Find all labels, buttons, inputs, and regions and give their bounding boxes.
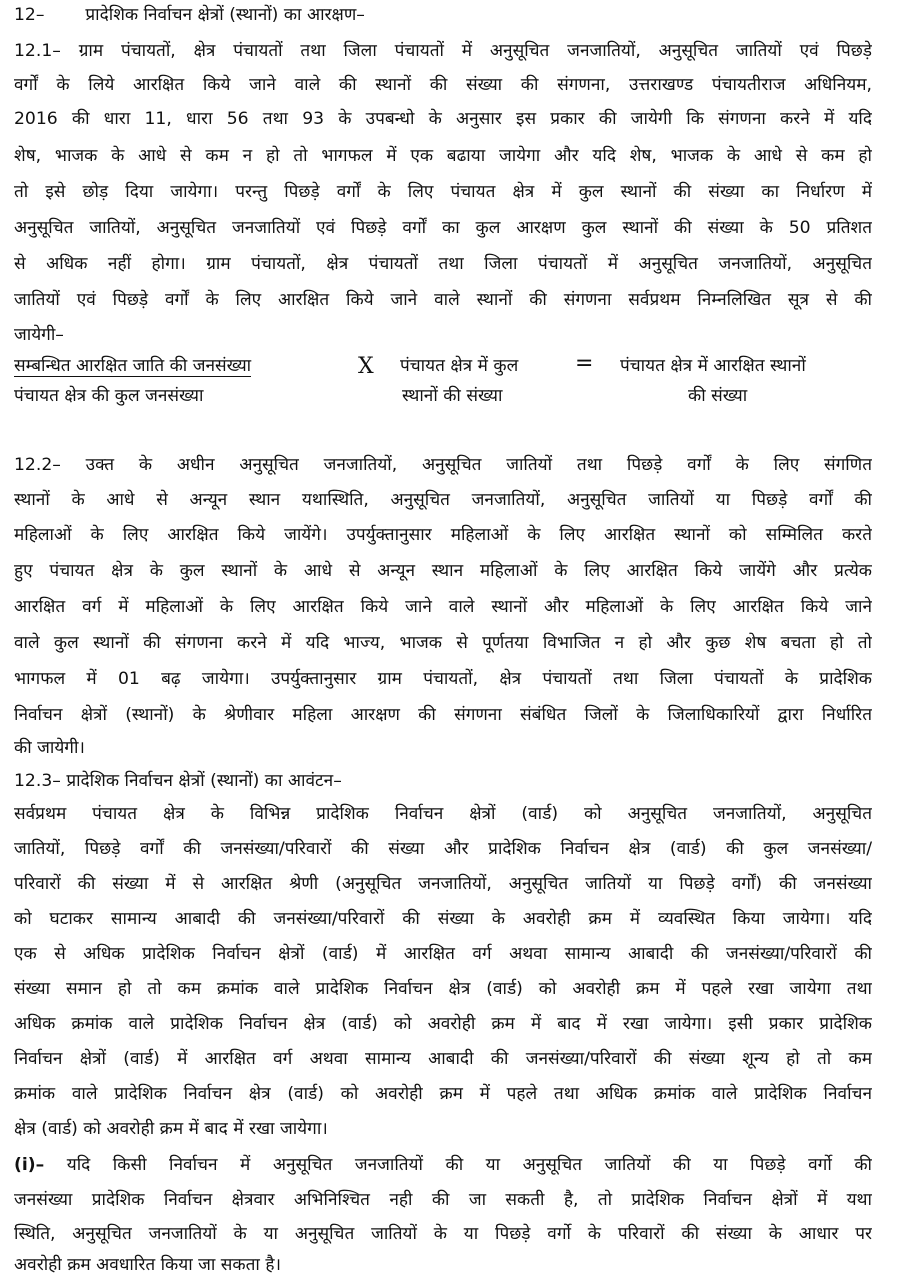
pi-line: यदि किसी निर्वाचन में अनुसूचित जनजातियों की या अनुसूचित जातियों की या पिछड़े वर्गो की xyxy=(44,1155,872,1175)
p12-2-line: आरक्षित वर्ग में महिलाओं के लिए आरक्षित किये जाने वाले स्थानों और महिलाओं के लिए आरक्षित किये जाने xyxy=(14,597,872,617)
p12-1-line: तो इसे छोड़ दिया जायेगा। परन्तु पिछड़े वर्गों के लिए पंचायत क्षेत्र में कुल स्थानों की संख्या का निर्धारण में xyxy=(14,182,872,202)
p12-2-line: 12.2– उक्त के अधीन अनुसूचित जनजातियों, अनुसूचित जातियों तथा पिछड़े वर्गों के लिए संगणित xyxy=(14,455,872,475)
pi-line: स्थिति, अनुसूचित जनजातियों के या अनुसूचित जातियों के या पिछड़े वर्गो के परिवारों की संख्या के आधार पर xyxy=(14,1224,872,1244)
p12-1-line: से अधिक नहीं होगा। ग्राम पंचायतों, क्षेत्र पंचायतों तथा जिला पंचायतों में अनुसूचित जनजातियों, अनुसूचित xyxy=(14,254,872,274)
formula-multiplier-line1: पंचायत क्षेत्र में कुल xyxy=(400,356,519,376)
p12-1-line: शेष, भाजक के आधे से कम न हो तो भागफल में एक बढाया जायेगा और यदि शेष, भाजक के आधे से कम हो xyxy=(14,146,872,166)
p12-1-line: जातियों एवं पिछड़े वर्गों के लिए आरक्षित किये जाने वाले स्थानों की संगणना सर्वप्रथम निम्नलिखित सूत्र से की xyxy=(14,290,872,310)
p12-3-line: परिवारों की संख्या में से आरक्षित श्रेणी (अनुसूचित जनजातियों, अनुसूचित जातियों या पिछड़े वर्गों) की जनसंख्या xyxy=(14,874,872,894)
p12-3-line: अधिक क्रमांक वाले प्रादेशिक निर्वाचन क्षेत्र (वार्ड) को अवरोही क्रम में बाद में रखा जायेगा। इसी प्रकार प्रादेशिक xyxy=(14,1014,872,1034)
formula-equals-sign: = xyxy=(575,351,594,376)
p12-2-line: की जायेगी। xyxy=(14,738,85,758)
p12-1-line: वर्गों के लिये आरक्षित किये जाने वाले की स्थानों की संख्या की संगणना, उत्तराखण्ड पंचायतीराज अधिनियम, xyxy=(14,75,872,95)
p12-3-line: एक से अधिक प्रादेशिक निर्वाचन क्षेत्रों (वार्ड) में आरक्षित वर्ग अथवा सामान्य आबादी की जनसंख्या/परिवारों की xyxy=(14,944,872,964)
section-number: 12– xyxy=(14,5,45,25)
subsection-heading-12-3: 12.3– प्रादेशिक निर्वाचन क्षेत्रों (स्थानों) का आवंटन– xyxy=(14,771,342,791)
p12-2-line: भागफल में 01 बढ़ जायेगा। उपर्युक्तानुसार ग्राम पंचायतों, क्षेत्र पंचायतों तथा जिला पंचायतों के प्रादेशिक xyxy=(14,669,872,689)
p12-1-line: जायेगी– xyxy=(14,325,64,345)
p12-3-line: सर्वप्रथम पंचायत क्षेत्र के विभिन्न प्रादेशिक निर्वाचन क्षेत्रों (वार्ड) को अनुसूचित जनजातियों, अनुसूचित xyxy=(14,804,872,824)
p12-1-line: अनुसूचित जातियों, अनुसूचित जनजातियों एवं पिछड़े वर्गों का कुल आरक्षण कुल स्थानों की संख्या के 50 प्रतिशत xyxy=(14,218,872,238)
pi-first-line xyxy=(14,1150,872,1180)
p12-2-line: निर्वाचन क्षेत्रों (स्थानों) के श्रेणीवार महिला आरक्षण की संगणना संबंधित जिलों के जिलाधिकारियों द्वारा निर्धारित xyxy=(14,705,872,725)
p12-3-line: क्रमांक वाले प्रादेशिक निर्वाचन क्षेत्र (वार्ड) को अवरोही क्रम में पहले तथा अधिक क्रमांक वाले प्रादेशिक निर्वाचन xyxy=(14,1084,872,1104)
p12-2-line: महिलाओं के लिए आरक्षित किये जायेंगे। उपर्युक्तानुसार महिलाओं के लिए आरक्षित स्थानों को सम्मिलित करते xyxy=(14,525,872,545)
formula-result-line2: की संख्या xyxy=(688,386,748,406)
section-heading xyxy=(14,0,872,30)
p12-2-line: स्थानों के आधे से अन्यून स्थान यथास्थिति, अनुसूचित जनजातियों, अनुसूचित जातियों या पिछड़े वर्गों की xyxy=(14,490,872,510)
p12-2-line: वाले कुल स्थानों की संगणना करने में यदि भाज्य, भाजक से पूर्णतया विभाजित न हो और कुछ शेष बचता हो तो xyxy=(14,633,872,653)
formula-multiplier-line2: स्थानों की संख्या xyxy=(402,386,503,406)
pi-line: अवरोही क्रम अवधारित किया जा सकता है। xyxy=(14,1255,281,1275)
p12-3-line: क्षेत्र (वार्ड) को अवरोही क्रम में बाद में रखा जायेगा। xyxy=(14,1119,328,1139)
formula-result-line1: पंचायत क्षेत्र में आरक्षित स्थानों xyxy=(620,356,806,376)
formula-numerator: सम्बन्धित आरक्षित जाति की जनसंख्या xyxy=(14,356,252,376)
formula-times-sign: X xyxy=(358,354,374,379)
formula-denominator: पंचायत क्षेत्र की कुल जनसंख्या xyxy=(14,386,204,406)
p12-3-line: संख्या समान हो तो कम क्रमांक वाले प्रादेशिक निर्वाचन क्षेत्र (वार्ड) को अवरोही क्रम में पहले रखा जायेगा तथा xyxy=(14,979,872,999)
p12-2-line: हुए पंचायत क्षेत्र के कुल स्थानों के आधे से अन्यून स्थान महिलाओं के लिए आरक्षित किये जायेंगे और प्रत्येक xyxy=(14,561,872,581)
section-title: प्रादेशिक निर्वाचन क्षेत्रों (स्थानों) का आरक्षण– xyxy=(85,5,365,25)
p12-3-line: को घटाकर सामान्य आबादी की जनसंख्या/परिवारों की संख्या के अवरोही क्रम में व्यवस्थित किया जायेगा। यदि xyxy=(14,909,872,929)
p12-1-line: 12.1– ग्राम पंचायतों, क्षेत्र पंचायतों तथा जिला पंचायतों में अनुसूचित जनजातियों, अनुसूचित जातियों एवं पिछड़े xyxy=(14,41,872,61)
pi-label: (i)– xyxy=(14,1155,45,1175)
pi-line: जनसंख्या प्रादेशिक निर्वाचन क्षेत्रवार अभिनिश्चित नही की जा सकती है, तो प्रादेशिक निर्वाचन क्षेत्रों में यथा xyxy=(14,1190,872,1210)
p12-3-line: जातियों, पिछड़े वर्गों की जनसंख्या/परिवारों की संख्या और प्रादेशिक निर्वाचन क्षेत्र (वार्ड) की कुल जनसंख्या/ xyxy=(14,839,872,859)
p12-1-line: 2016 की धारा 11, धारा 56 तथा 93 के उपबन्धो के अनुसार इस प्रकार की जायेगी कि संगणना करने में यदि xyxy=(14,109,872,129)
p12-3-line: निर्वाचन क्षेत्रों (वार्ड) में आरक्षित वर्ग अथवा सामान्य आबादी की जनसंख्या/परिवारों की संख्या शून्य हो तो कम xyxy=(14,1049,872,1069)
